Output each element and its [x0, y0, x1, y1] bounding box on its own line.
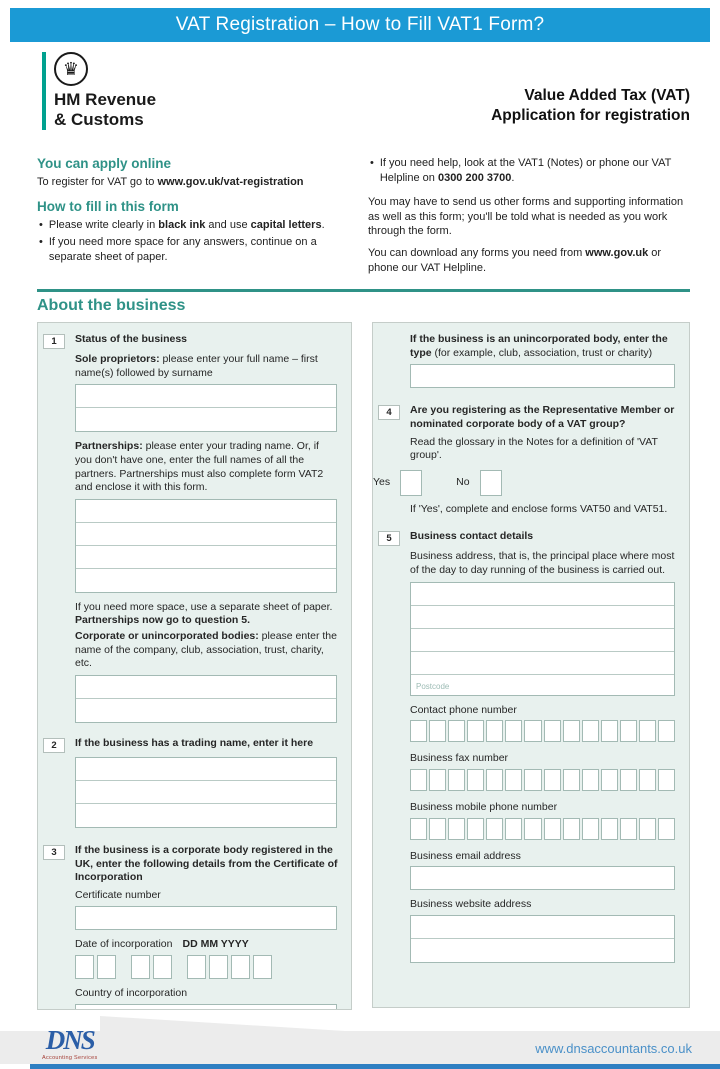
field-line — [411, 652, 674, 675]
footer-wedge-shape — [100, 1016, 345, 1031]
crown-icon — [54, 52, 88, 86]
business-email-field[interactable] — [410, 866, 675, 890]
business-fax-field — [410, 769, 675, 791]
char-box[interactable] — [467, 818, 484, 840]
field-line — [411, 583, 674, 606]
question-1 — [38, 333, 339, 349]
char-box[interactable] — [524, 769, 541, 791]
business-website-label: Business website address — [410, 898, 532, 911]
field-line — [411, 629, 674, 652]
dns-logo-tagline: Accounting Services — [42, 1055, 98, 1061]
no-label: No — [456, 476, 470, 489]
vat-group-note: Read the glossary in the Notes for a definition of 'VAT group'. — [410, 435, 658, 462]
question-title: Business contact details — [410, 530, 534, 543]
yes-checkbox[interactable] — [400, 470, 422, 496]
question-5 — [373, 530, 677, 546]
postcode-line[interactable] — [411, 675, 674, 695]
char-box[interactable] — [563, 769, 580, 791]
char-box[interactable] — [639, 818, 656, 840]
char-box[interactable] — [639, 720, 656, 742]
field-line — [76, 500, 336, 523]
intro-left-column — [37, 156, 362, 283]
vat-registration-url[interactable]: www.gov.uk/vat-registration — [157, 176, 304, 188]
char-box[interactable] — [187, 955, 206, 979]
partnerships-instructions — [75, 440, 337, 495]
day-boxes — [75, 955, 119, 979]
field-line — [76, 758, 336, 781]
question-title: If the business has a trading name, enter it here — [75, 737, 314, 750]
char-box[interactable] — [429, 720, 446, 742]
bullet-bold: capital letters — [250, 218, 322, 231]
char-box[interactable] — [601, 818, 618, 840]
bold-text: Partnerships now go to question 5. — [75, 614, 251, 627]
year-boxes — [187, 955, 275, 979]
question-number: 1 — [43, 334, 65, 349]
right-form-panel — [372, 322, 690, 1008]
sole-proprietor-name-field[interactable] — [75, 384, 337, 432]
char-box[interactable] — [505, 818, 522, 840]
text: or phone our VAT Helpline. — [368, 247, 662, 275]
if-yes-note: If 'Yes', complete and enclose forms VAT50 and VAT51. — [410, 502, 668, 515]
date-of-incorporation-label — [75, 938, 337, 952]
field-line — [76, 408, 336, 431]
field-line — [76, 523, 336, 546]
apply-online-text — [37, 175, 352, 190]
char-box[interactable] — [524, 720, 541, 742]
char-box[interactable] — [467, 769, 484, 791]
question-4 — [373, 404, 677, 431]
field-line — [411, 939, 674, 962]
question-number: 3 — [43, 845, 65, 860]
label-text: Date of incorporation — [75, 937, 173, 950]
question-title: Status of the business — [75, 333, 188, 345]
field-line — [76, 804, 336, 827]
business-mobile-field — [410, 818, 675, 840]
banner-title: VAT Registration – How to Fill VAT1 Form? — [175, 14, 545, 35]
org-name — [54, 90, 156, 130]
char-box[interactable] — [658, 818, 675, 840]
char-box[interactable] — [153, 955, 172, 979]
char-box[interactable] — [658, 720, 675, 742]
bullet-text: • If you need more space for any answers, continue on a separate sheet of paper. — [48, 235, 317, 263]
char-box[interactable] — [544, 818, 561, 840]
no-checkbox[interactable] — [480, 470, 502, 496]
char-box[interactable] — [410, 769, 427, 791]
char-box[interactable] — [486, 818, 503, 840]
char-box[interactable] — [544, 769, 561, 791]
question-2 — [38, 737, 339, 753]
char-box[interactable] — [563, 720, 580, 742]
business-mobile-label: Business mobile phone number — [410, 801, 558, 814]
left-form-panel — [37, 322, 352, 1010]
certificate-number-label: Certificate number — [75, 888, 161, 901]
intro-right-column — [362, 156, 690, 283]
char-box[interactable] — [524, 818, 541, 840]
question-number: 4 — [378, 405, 400, 420]
yes-label: Yes — [373, 476, 391, 489]
bullet-text: If you need help, look at the VAT1 (Notes) or phone our VAT Helpline on — [379, 157, 672, 184]
apply-online-heading: You can apply online — [37, 156, 172, 171]
postcode-label: Postcode — [416, 681, 450, 691]
business-email-label: Business email address — [410, 849, 521, 862]
char-box[interactable] — [544, 720, 561, 742]
char-box[interactable] — [97, 955, 116, 979]
char-box[interactable] — [429, 818, 446, 840]
org-name-line1: HM Revenue — [54, 90, 157, 109]
char-box[interactable] — [231, 955, 250, 979]
char-box[interactable] — [410, 720, 427, 742]
country-of-incorporation-field[interactable] — [75, 1004, 337, 1010]
question-3 — [38, 844, 339, 885]
question-title: Are you registering as the Representative Member or nominated corporate body of a VAT group? — [410, 404, 675, 430]
corporate-name-field[interactable] — [75, 675, 337, 723]
intro-section — [37, 156, 690, 283]
text: If you need more space, use a separate sheet of paper. — [75, 600, 333, 613]
field-line — [76, 781, 336, 804]
download-forms-text — [368, 246, 690, 276]
business-address-instructions: Business address, that is, the principal place where most of the day to day running of the business is carried out. — [410, 550, 675, 577]
fill-bullet-1 — [37, 218, 352, 233]
char-box[interactable] — [601, 769, 618, 791]
char-box[interactable] — [75, 955, 94, 979]
bullet-bold: black ink — [158, 218, 206, 231]
question-number: 2 — [43, 738, 65, 753]
fill-bullet-2 — [37, 235, 352, 265]
field-line — [411, 606, 674, 629]
gov-uk-url[interactable]: www.gov.uk — [585, 247, 649, 260]
bullet-text: . — [511, 171, 515, 184]
dns-logo-text: DNS — [45, 1025, 94, 1055]
field-line — [76, 385, 336, 408]
dns-logo — [42, 1027, 98, 1061]
bold-text: Corporate or unincorporated bodies: — [75, 630, 259, 643]
month-boxes — [131, 955, 175, 979]
bold-text: Sole proprietors: — [75, 353, 160, 365]
char-box[interactable] — [582, 769, 599, 791]
field-line — [76, 699, 336, 722]
business-website-field[interactable] — [410, 915, 675, 963]
field-line — [76, 546, 336, 569]
partnerships-name-field[interactable] — [75, 499, 337, 593]
date-format-hint: DD MM YYYY — [182, 937, 249, 950]
char-box[interactable] — [620, 818, 637, 840]
char-box[interactable] — [505, 769, 522, 791]
char-box[interactable] — [620, 769, 637, 791]
how-to-fill-heading: How to fill in this form — [37, 198, 179, 214]
text: please enter your trading name. Or, if you don't have one, enter the full names of all the partners. Partnerships must also complete form VAT2 and enclose it with this form. — [75, 440, 324, 494]
char-box[interactable] — [467, 720, 484, 742]
logo-teal-bar — [42, 52, 46, 130]
trading-name-field[interactable] — [75, 757, 337, 828]
bullet-text: . — [321, 218, 325, 231]
bold-text: Partnerships: — [75, 440, 143, 453]
vat-group-yes-no — [373, 470, 677, 496]
sole-proprietor-instructions — [75, 353, 337, 380]
certificate-number-field[interactable] — [75, 906, 337, 930]
char-box[interactable] — [620, 720, 637, 742]
contact-phone-field — [410, 720, 675, 742]
document-title — [491, 86, 690, 126]
apply-text: To register for VAT go to — [37, 176, 158, 188]
org-name-line2: & Customs — [54, 110, 144, 130]
field-line — [76, 676, 336, 699]
business-fax-label: Business fax number — [410, 752, 509, 765]
char-box[interactable] — [486, 720, 503, 742]
char-box[interactable] — [410, 818, 427, 840]
char-box[interactable] — [601, 720, 618, 742]
field-line — [411, 916, 674, 939]
text: please enter your full name – first name(s) followed by surname — [75, 353, 318, 379]
bottom-blue-bar — [30, 1064, 720, 1069]
bullet-text: and use — [205, 218, 251, 231]
unincorporated-body-instructions — [410, 333, 675, 360]
char-box[interactable] — [429, 769, 446, 791]
char-box[interactable] — [209, 955, 228, 979]
more-space-note — [75, 601, 337, 628]
char-box[interactable] — [563, 818, 580, 840]
contact-phone-label: Contact phone number — [410, 703, 517, 716]
char-box[interactable] — [486, 769, 503, 791]
hmrc-logo — [42, 52, 156, 130]
char-box[interactable] — [582, 720, 599, 742]
char-box[interactable] — [639, 769, 656, 791]
char-box[interactable] — [131, 955, 150, 979]
page-banner — [10, 8, 710, 42]
doc-title-line1: Value Added Tax (VAT) — [524, 87, 690, 104]
char-box[interactable] — [582, 818, 599, 840]
question-number: 5 — [378, 531, 400, 546]
other-forms-text: You may have to send us other forms and supporting information as well as this form; you'll be told what is needed as you work through the form. — [368, 195, 684, 238]
char-box[interactable] — [505, 720, 522, 742]
unincorporated-type-field[interactable] — [410, 364, 675, 388]
help-bullet — [368, 156, 690, 186]
text: please enter the name of the company, club, association, trust, charity, etc. — [75, 630, 337, 670]
business-address-field[interactable] — [410, 582, 675, 696]
country-of-incorporation-label: Country of incorporation — [75, 987, 188, 1000]
crown-glyph: ♛ — [62, 58, 80, 79]
char-box[interactable] — [448, 818, 465, 840]
footer-website-link[interactable]: www.dnsaccountants.co.uk — [535, 1041, 692, 1056]
char-box[interactable] — [658, 769, 675, 791]
text: (for example, club, association, trust or charity) — [431, 346, 653, 359]
helpline-number: 0300 200 3700 — [437, 171, 512, 184]
field-line — [76, 569, 336, 592]
doc-title-line2: Application for registration — [491, 107, 690, 125]
corporate-instructions — [75, 630, 337, 671]
char-box[interactable] — [448, 769, 465, 791]
question-title: If the business is a corporate body registered in the UK, enter the following details from the Certificate of Incorporation — [75, 844, 338, 884]
section-title: About the business — [37, 297, 186, 314]
section-divider — [37, 289, 690, 292]
text: You can download any forms you need from — [368, 247, 586, 260]
date-of-incorporation-field — [75, 955, 337, 979]
bold-text: If the business is an unincorporated body, enter the type — [410, 333, 668, 359]
bullet-text: Please write clearly in — [48, 218, 159, 231]
char-box[interactable] — [448, 720, 465, 742]
char-box[interactable] — [253, 955, 272, 979]
